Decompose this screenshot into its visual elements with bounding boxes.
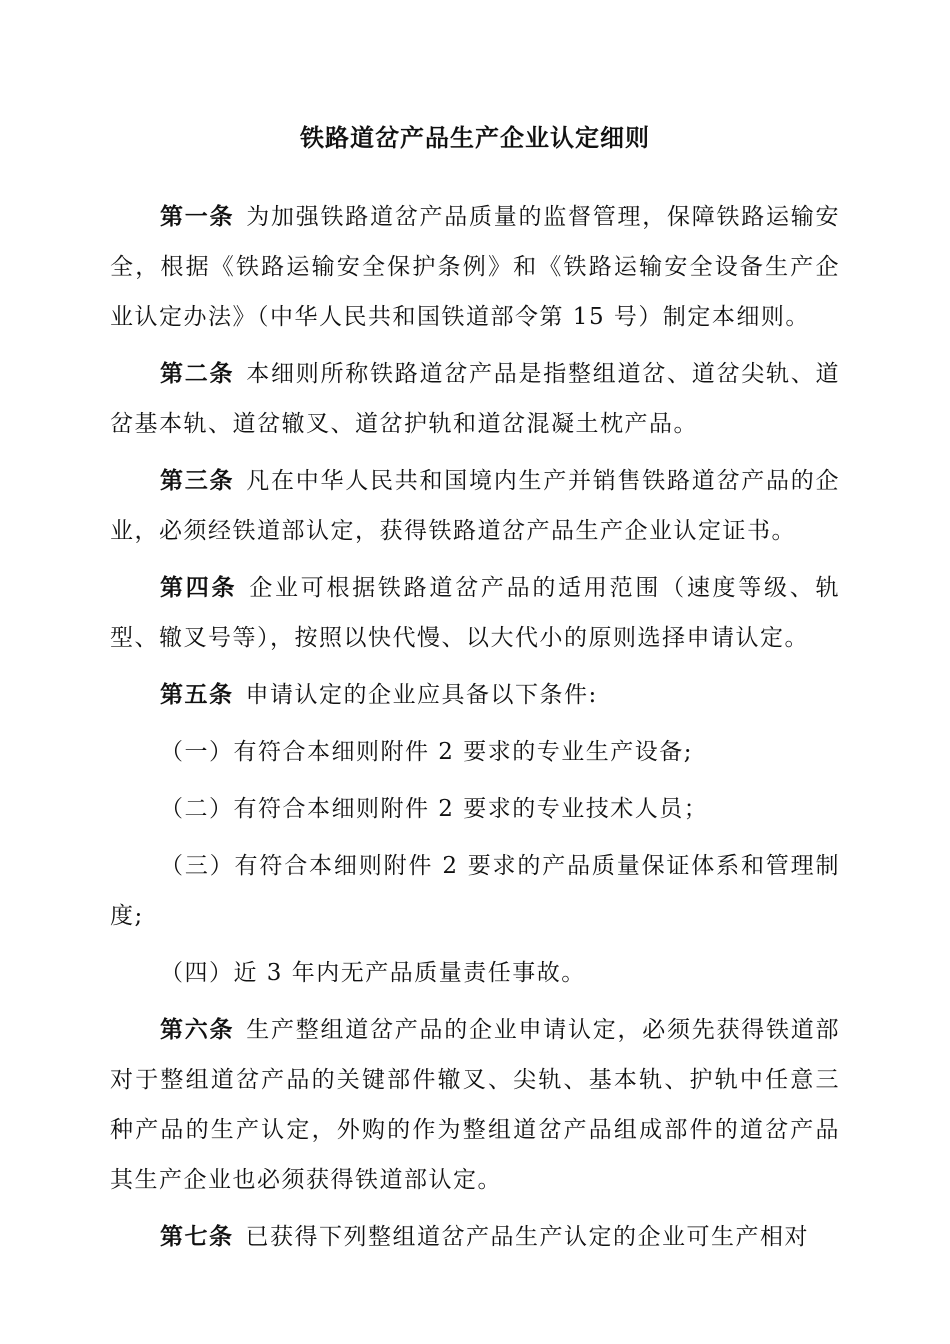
- condition-item-2: （二）有符合本细则附件 2 要求的专业技术人员；: [160, 796, 709, 822]
- article-label: 第二条: [160, 361, 235, 387]
- article-text: 已获得下列整组道岔产品生产认定的企业可生产相对: [245, 1224, 809, 1250]
- article-label: 第三条: [160, 468, 235, 494]
- article-label: 第四条: [160, 575, 238, 601]
- article-text: 企业可根据铁路道岔产品的适用范围（速度等级、轨型、辙叉号等），按照以快代慢、以大代小的原则选择申请认定。: [110, 575, 841, 651]
- article-text: 申请认定的企业应具备以下条件:: [245, 682, 598, 708]
- article-text: 凡在中华人民共和国境内生产并销售铁路道岔产品的企业，必须经铁道部认定，获得铁路道岔产品生产企业认定证书。: [110, 468, 840, 544]
- article-text: 为加强铁路道岔产品质量的监督管理，保障铁路运输安全，根据《铁路运输安全保护条例》和《铁路运输安全设备生产企业认定办法》（中华人民共和国铁道部令第 15 号）制定本细则。: [110, 204, 840, 330]
- article-label: 第五条: [160, 682, 234, 708]
- article-4: [110, 563, 840, 663]
- article-6: [110, 1005, 840, 1205]
- document-body: [110, 192, 840, 1269]
- article-7: [110, 1212, 840, 1262]
- condition-item-1: （一）有符合本细则附件 2 要求的专业生产设备;: [160, 739, 694, 765]
- article-text: 本细则所称铁路道岔产品是指整组道岔、道岔尖轨、道岔基本轨、道岔辙叉、道岔护轨和道岔混凝土枕产品。: [110, 361, 840, 437]
- condition-item-4: （四）近 3 年内无产品质量责任事故。: [160, 960, 586, 986]
- article-3: [110, 456, 840, 556]
- article-label: 第一条: [160, 204, 235, 230]
- document-title: 铁路道岔产品生产企业认定细则: [300, 124, 650, 152]
- article-text: 生产整组道岔产品的企业申请认定，必须先获得铁道部对于整组道岔产品的关键部件辙叉、尖轨、基本轨、护轨中任意三种产品的生产认定，外购的作为整组道岔产品组成部件的道岔产品其生产企业也必须获得铁道部认定。: [110, 1017, 840, 1193]
- article-5: [110, 670, 840, 720]
- article-1: [110, 192, 840, 342]
- article-2: [110, 349, 840, 449]
- article-label: 第六条: [160, 1017, 235, 1043]
- article-label: 第七条: [160, 1224, 234, 1250]
- condition-item-3: （三）有符合本细则附件 2 要求的产品质量保证体系和管理制度;: [110, 853, 840, 929]
